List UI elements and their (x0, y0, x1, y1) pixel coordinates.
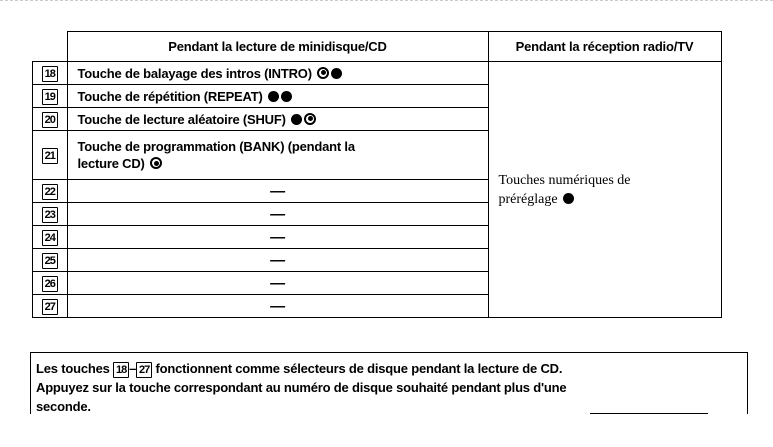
note-bottom-rule (590, 413, 708, 414)
function-cell (67, 85, 488, 108)
note-dash: – (129, 361, 137, 376)
function-text-line-2: lecture CD) (77, 156, 145, 171)
table-header-row (33, 32, 722, 62)
note-text: fonctionnent comme sélecteurs de disque pendant la lecture de CD. (155, 361, 563, 376)
cd-indicator-icon (331, 68, 342, 79)
key-number-cell (33, 272, 68, 295)
function-text: Touche de balayage des intros (INTRO) (77, 65, 312, 81)
key-number-cell (33, 180, 68, 203)
key-number-cell (33, 226, 68, 249)
key-number-cell (33, 203, 68, 226)
function-text: Touche de répétition (REPEAT) (77, 88, 263, 104)
function-text-line-1: Touche de programmation (BANK) (pendant la (77, 139, 355, 154)
key-number-badge: 21 (42, 148, 58, 164)
function-cell-empty: — (67, 272, 488, 295)
key-number-cell (33, 131, 68, 180)
md-indicator-icon (291, 114, 302, 125)
key-number-badge: 24 (42, 230, 58, 246)
cd-indicator-icon (281, 91, 292, 102)
function-cell (67, 62, 488, 85)
key-number-badge: 22 (42, 184, 58, 200)
key-number-badge: 27 (136, 362, 152, 378)
preset-line-2: préréglage (498, 191, 558, 207)
key-number-cell (33, 108, 68, 131)
function-cell-empty: — (67, 180, 488, 203)
md-indicator-icon (268, 91, 279, 102)
key-number-cell (33, 62, 68, 85)
cd-indicator-icon (150, 157, 162, 169)
key-number-badge: 18 (42, 66, 58, 82)
function-cell-empty: — (67, 226, 488, 249)
header-disc-playback: Pendant la lecture de minidisque/CD (67, 32, 488, 62)
function-text: Touche de lecture aléatoire (SHUF) (77, 111, 286, 127)
note-text: Les touches (36, 361, 110, 376)
cd-indicator-icon (304, 113, 316, 125)
preset-line-1: Touches numériques de (498, 172, 631, 188)
table-row (33, 62, 722, 85)
key-number-badge: 25 (42, 253, 58, 269)
key-number-badge: 20 (42, 112, 58, 128)
tuner-indicator-icon (563, 193, 574, 204)
key-number-cell (33, 85, 68, 108)
function-cell (67, 131, 488, 180)
key-number-cell (33, 295, 68, 318)
key-number-badge: 18 (113, 362, 129, 378)
function-cell-empty: — (67, 295, 488, 318)
key-number-cell (33, 249, 68, 272)
disc-selector-note (30, 352, 748, 414)
header-radio-reception: Pendant la réception radio/TV (488, 32, 721, 62)
note-line-3: seconde. (36, 399, 91, 414)
scan-top-edge (0, 0, 773, 7)
key-number-badge: 26 (42, 276, 58, 292)
remote-keys-table (32, 31, 722, 318)
function-cell (67, 108, 488, 131)
key-number-badge: 27 (42, 299, 58, 315)
note-line-1 (36, 359, 747, 378)
md-indicator-icon (317, 67, 329, 79)
key-number-badge: 23 (42, 207, 58, 223)
function-cell-empty: — (67, 249, 488, 272)
key-number-badge: 19 (42, 89, 58, 105)
note-line-2: Appuyez sur la touche correspondant au numéro de disque souhaité pendant plus d'une (36, 380, 567, 395)
corner-cell (33, 32, 68, 62)
function-cell-empty: — (67, 203, 488, 226)
preset-cell (488, 62, 721, 318)
